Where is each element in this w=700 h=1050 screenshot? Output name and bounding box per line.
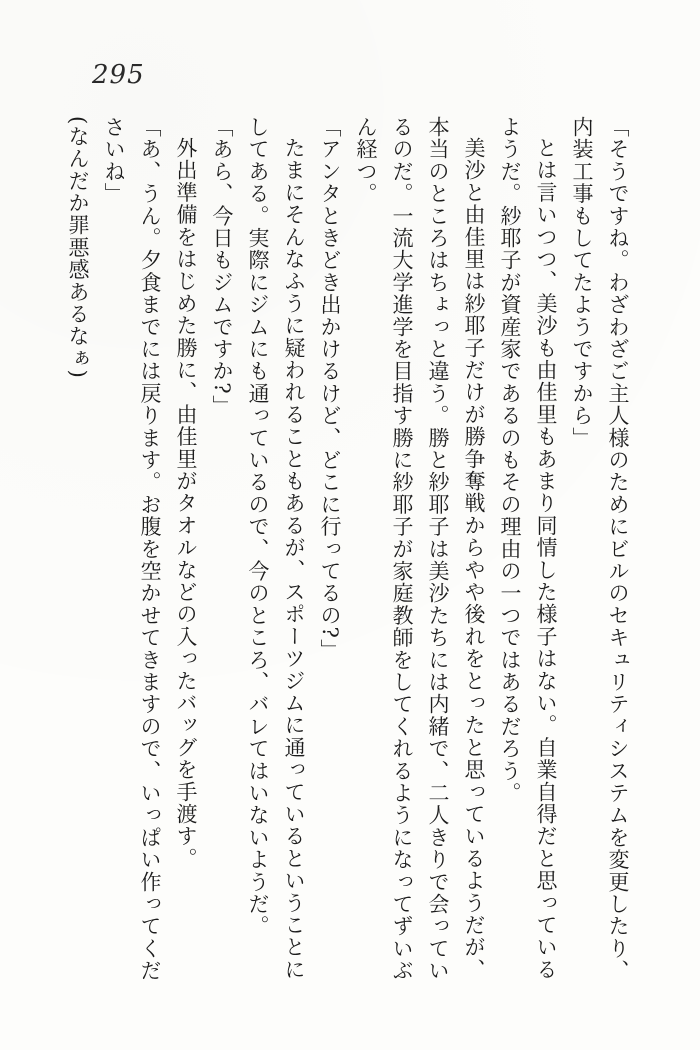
dialogue-line: 「あら、今日もジムですか?」 <box>210 116 234 418</box>
narration-line: 外出準備をはじめた勝に、由佳里がタオルなどの入ったバッグを手渡す。 <box>174 137 198 870</box>
dialogue-line: 「あ、うん。夕食までには戻ります。お腹を空かせてきますので、いっぱい作ってくださいね」 <box>102 116 162 982</box>
narration-line: とは言いつつ、美沙も由佳里もあまり同情した様子はない。自業自得だと思っているようだ。紗耶子が資産家であるのもその理由の一つではあるだろう。 <box>498 116 558 981</box>
narration-line: 美沙と由佳里は紗耶子だけが勝争奪戦からやや後れをとったと思っているようだが、本当のところはちょっと違う。勝と紗耶子は美沙たちには内緒で、二人きりで会っているのだ。一流大学進学を目指す勝に紗耶子が家庭教師をしてくれるようになってずいぶん経つ。 <box>354 116 486 982</box>
page-number: 295 <box>92 60 145 90</box>
dialogue-line: 「アンタときどき出かけるけど、どこに行ってるの?」 <box>318 116 342 662</box>
thought-line: (なんだか罪悪感あるなぁ) <box>66 116 90 379</box>
narration-line: たまにそんなふうに疑われることもあるが、スポーツジムに通っているということにしてある。実際にジムにも通っているので、今のところ、バレてはいないようだ。 <box>246 116 306 981</box>
vertical-text-block <box>60 116 636 984</box>
dialogue-line: 「そうですね。わざわざご主人様のためにビルのセキュリティシステムを変更したり、内装工事もしてたようですから」 <box>570 116 630 982</box>
